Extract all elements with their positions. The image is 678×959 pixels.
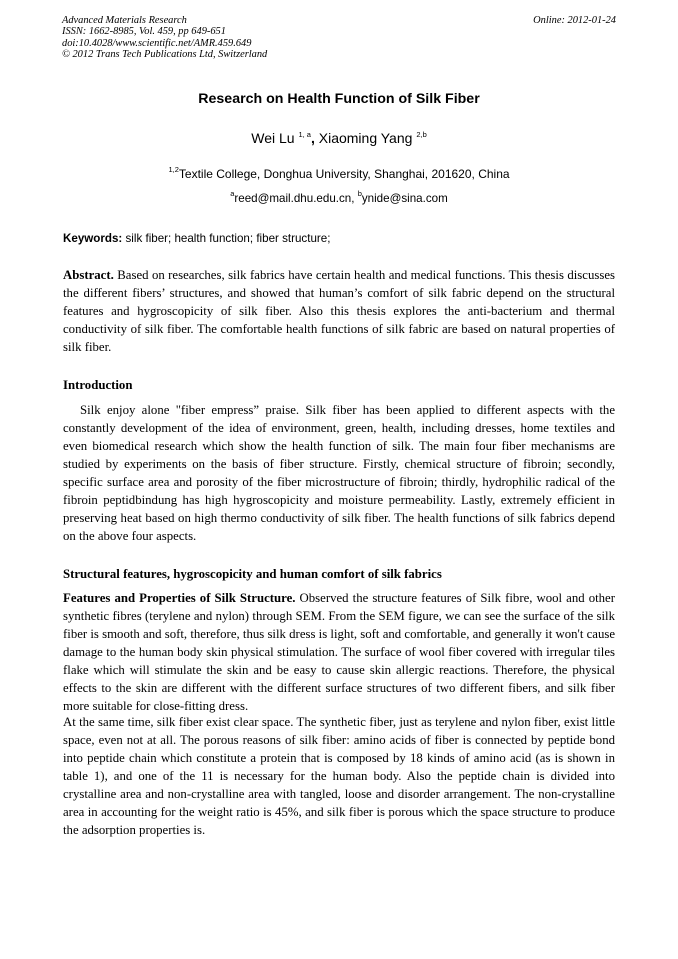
author-emails xyxy=(0,189,678,205)
copyright-line: © 2012 Trans Tech Publications Ltd, Switzerland xyxy=(62,49,268,61)
introduction-paragraph: Silk enjoy alone "fiber empress” praise. Silk fiber has been applied to different aspects with the constantly development of the idea of environment, green, health, including dresses, home textiles and even biomedical research which show the health function of silk. The main four fiber mechanisms are studied by experiments on the basis of fiber structure. Firstly, chemical structure of fibroin; secondly, specific surface area and porosity of the fiber microstructure of fibroin; thirdly, hydrophilic radical of the fibroin peptidbindung has high hygroscopicity and moisture permeability. Lastly, extremely efficient in preserving heat based on high thermo conductivity of silk fiber. The health functions of silk fabrics depend on the above four aspects. xyxy=(63,403,615,543)
abstract-text: Based on researches, silk fabrics have certain health and medical functions. This thesis discusses the different fibers’ structures, and showed that human’s comfort of silk fabric depend on the structural features and hygroscopicity of silk fiber. Also this thesis explores the anti-bacterium and thermal conductivity of silk fiber. The comfortable health functions of silk fabric are based on natural properties of silk fiber. xyxy=(63,268,615,354)
journal-name: Advanced Materials Research xyxy=(62,15,187,26)
journal-header xyxy=(62,15,616,61)
author-1: Wei Lu xyxy=(251,130,299,146)
author-2-affiliation-mark: 2,b xyxy=(416,130,427,139)
issn-line: ISSN: 1662-8985, Vol. 459, pp 649-651 xyxy=(62,26,226,38)
email-b-mark: b xyxy=(357,189,362,198)
section-paragraph-1 xyxy=(63,589,615,715)
abstract xyxy=(63,266,615,356)
paragraph-1-run-in-heading: Features and Properties of Silk Structure. xyxy=(63,591,296,605)
affiliation xyxy=(0,167,678,181)
author-2: Xiaoming Yang xyxy=(318,130,417,146)
paragraph-1-text: Observed the structure features of Silk fibre, wool and other synthetic fibres (terylene and nylon) through SEM. From the SEM figure, we can see the surface of the silk fiber is smooth and soft, therefore, thus silk dress is light, soft and comfortable, and generally it won't cause damage to the human body skin physical stimulation. The surface of wool fiber covered with irregular tiles flake which will stimulate the skin and be easy to cause skin allergic reactions. Therefore, the physical effects to the skin are different with the different surface structures of two different fibers, and silk fiber more suitable for close-fitting dress. xyxy=(63,591,615,713)
keywords-text: silk fiber; health function; fiber structure; xyxy=(122,232,331,245)
author-separator: , xyxy=(310,130,319,146)
section-paragraph-2: At the same time, silk fiber exist clear space. The synthetic fiber, just as terylene and nylon fiber, exist little space, even not at all. The porous reasons of silk fiber: amino acids of fiber is connected by peptide bond into peptide chain which constitute a protein that is composed by 18 kinds of amino acid (as is shown in table 1), and one of the 11 is necessary for the human body. Also the peptide chain is divided into crystalline area and non-crystalline area with tangled, loose and disorder arrangement. The non-crystalline area in accounting for the weight ratio is 45%, and silk fiber is porous which the space structure to produce the adsorption properties is. xyxy=(63,715,615,837)
online-date: Online: 2012-01-24 xyxy=(533,15,616,26)
author-line xyxy=(0,130,678,146)
doi-line: doi:10.4028/www.scientific.net/AMR.459.649 xyxy=(62,37,252,49)
keywords-label: Keywords: xyxy=(63,232,123,245)
paper-title: Research on Health Function of Silk Fiber xyxy=(198,91,480,107)
abstract-label: Abstract. xyxy=(63,268,114,282)
affiliation-mark: 1,2 xyxy=(168,165,179,174)
author-1-affiliation-mark: 1, a xyxy=(298,130,311,139)
keywords xyxy=(63,232,615,245)
email-a-mark: a xyxy=(230,189,235,198)
email-b: ynide@sina.com xyxy=(361,192,448,205)
email-a: reed@mail.dhu.edu.cn, xyxy=(234,192,358,205)
affiliation-text: Textile College, Donghua University, Shanghai, 201620, China xyxy=(178,167,510,181)
section-heading-structural-features: Structural features, hygroscopicity and human comfort of silk fabrics xyxy=(63,567,442,581)
introduction-heading: Introduction xyxy=(63,378,133,392)
